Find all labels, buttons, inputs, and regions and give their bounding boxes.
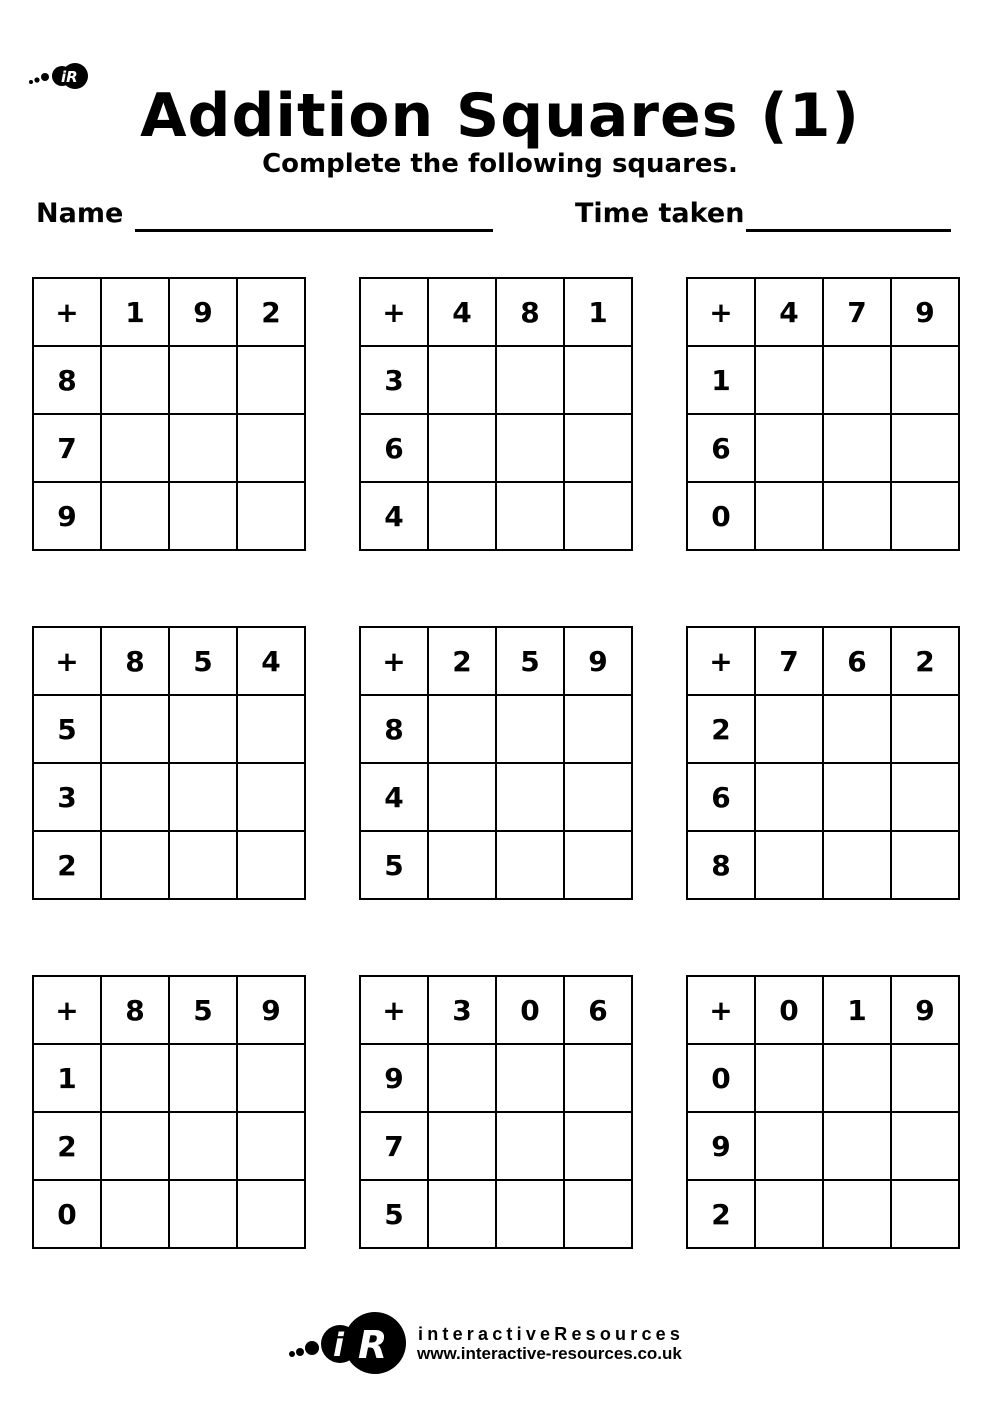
answer-cell[interactable] xyxy=(101,482,169,550)
answer-cell[interactable] xyxy=(237,482,305,550)
answer-cell[interactable] xyxy=(237,831,305,899)
row-number: 9 xyxy=(687,1112,755,1180)
answer-cell[interactable] xyxy=(496,1180,564,1248)
answer-cell[interactable] xyxy=(428,763,496,831)
addition-grid xyxy=(686,975,960,1249)
answer-cell[interactable] xyxy=(237,1180,305,1248)
column-number: 5 xyxy=(169,976,237,1044)
answer-cell[interactable] xyxy=(496,414,564,482)
grid-row xyxy=(360,346,632,414)
answer-cell[interactable] xyxy=(891,831,959,899)
answer-cell[interactable] xyxy=(101,346,169,414)
answer-cell[interactable] xyxy=(169,1044,237,1112)
addition-grid xyxy=(32,277,306,551)
grid-header-row xyxy=(33,278,305,346)
grid-row xyxy=(360,763,632,831)
row-number: 1 xyxy=(33,1044,101,1112)
answer-cell[interactable] xyxy=(823,414,891,482)
answer-cell[interactable] xyxy=(755,482,823,550)
row-number: 5 xyxy=(360,1180,428,1248)
answer-cell[interactable] xyxy=(755,346,823,414)
column-number: 5 xyxy=(169,627,237,695)
plus-sign: + xyxy=(687,976,755,1044)
row-number: 5 xyxy=(33,695,101,763)
answer-cell[interactable] xyxy=(564,695,632,763)
answer-cell[interactable] xyxy=(169,831,237,899)
column-number: 6 xyxy=(823,627,891,695)
answer-cell[interactable] xyxy=(564,831,632,899)
answer-cell[interactable] xyxy=(564,482,632,550)
answer-cell[interactable] xyxy=(428,482,496,550)
grid-row xyxy=(687,1180,959,1248)
grid-row xyxy=(687,414,959,482)
answer-cell[interactable] xyxy=(428,1180,496,1248)
grid-row xyxy=(360,695,632,763)
plus-sign: + xyxy=(360,278,428,346)
addition-grid xyxy=(359,277,633,551)
addition-grid xyxy=(359,626,633,900)
answer-cell[interactable] xyxy=(101,695,169,763)
plus-sign: + xyxy=(687,627,755,695)
column-number: 1 xyxy=(564,278,632,346)
page-title: Addition Squares (1) xyxy=(140,81,860,151)
answer-cell[interactable] xyxy=(755,1044,823,1112)
column-number: 7 xyxy=(755,627,823,695)
row-number: 7 xyxy=(33,414,101,482)
answer-cell[interactable] xyxy=(823,1044,891,1112)
answer-cell[interactable] xyxy=(428,1112,496,1180)
column-number: 6 xyxy=(564,976,632,1044)
answer-cell[interactable] xyxy=(823,1112,891,1180)
answer-cell[interactable] xyxy=(237,414,305,482)
answer-cell[interactable] xyxy=(101,1044,169,1112)
grid-header-row xyxy=(687,278,959,346)
grid-header-row xyxy=(360,278,632,346)
grid-header-row xyxy=(687,976,959,1044)
row-number: 6 xyxy=(687,763,755,831)
grid-row xyxy=(687,831,959,899)
answer-cell[interactable] xyxy=(428,695,496,763)
grid-row xyxy=(33,414,305,482)
grid-header-row xyxy=(33,976,305,1044)
row-number: 2 xyxy=(687,695,755,763)
grid-header-row xyxy=(360,627,632,695)
grid-row xyxy=(687,763,959,831)
answer-cell[interactable] xyxy=(891,763,959,831)
time-field xyxy=(575,196,951,232)
grid-row xyxy=(687,695,959,763)
grid-row xyxy=(360,1044,632,1112)
column-number: 2 xyxy=(428,627,496,695)
column-number: 9 xyxy=(891,278,959,346)
answer-cell[interactable] xyxy=(755,1180,823,1248)
row-number: 8 xyxy=(33,346,101,414)
grid-row xyxy=(360,831,632,899)
grid-header-row xyxy=(687,627,959,695)
column-number: 9 xyxy=(564,627,632,695)
column-number: 8 xyxy=(496,278,564,346)
answer-cell[interactable] xyxy=(496,1112,564,1180)
column-number: 9 xyxy=(169,278,237,346)
row-number: 5 xyxy=(360,831,428,899)
answer-cell[interactable] xyxy=(428,414,496,482)
answer-cell[interactable] xyxy=(428,346,496,414)
answer-cell[interactable] xyxy=(169,695,237,763)
column-number: 0 xyxy=(755,976,823,1044)
answer-cell[interactable] xyxy=(891,695,959,763)
row-number: 6 xyxy=(687,414,755,482)
answer-cell[interactable] xyxy=(891,1044,959,1112)
time-input-line[interactable] xyxy=(746,201,951,232)
footer-brand: interactiveResources xyxy=(418,1324,685,1344)
answer-cell[interactable] xyxy=(823,346,891,414)
answer-cell[interactable] xyxy=(564,1180,632,1248)
answer-cell[interactable] xyxy=(496,831,564,899)
grid-header-row xyxy=(33,627,305,695)
name-label: Name xyxy=(36,198,124,229)
answer-cell[interactable] xyxy=(169,763,237,831)
addition-grid xyxy=(686,277,960,551)
column-number: 3 xyxy=(428,976,496,1044)
time-label: Time taken xyxy=(575,198,745,229)
column-number: 4 xyxy=(237,627,305,695)
column-number: 5 xyxy=(496,627,564,695)
plus-sign: + xyxy=(33,627,101,695)
row-number: 9 xyxy=(33,482,101,550)
answer-cell[interactable] xyxy=(169,1112,237,1180)
answer-cell[interactable] xyxy=(169,482,237,550)
column-number: 0 xyxy=(496,976,564,1044)
grid-row xyxy=(360,1112,632,1180)
row-number: 9 xyxy=(360,1044,428,1112)
plus-sign: + xyxy=(33,278,101,346)
grid-header-row xyxy=(360,976,632,1044)
answer-cell[interactable] xyxy=(101,1180,169,1248)
column-number: 1 xyxy=(101,278,169,346)
row-number: 4 xyxy=(360,763,428,831)
column-number: 7 xyxy=(823,278,891,346)
row-number: 7 xyxy=(360,1112,428,1180)
plus-sign: + xyxy=(360,976,428,1044)
addition-grid xyxy=(32,975,306,1249)
row-number: 0 xyxy=(687,1044,755,1112)
column-number: 2 xyxy=(237,278,305,346)
grid-row xyxy=(33,831,305,899)
column-number: 9 xyxy=(891,976,959,1044)
ir-footer-logo-icon xyxy=(288,1310,410,1376)
column-number: 8 xyxy=(101,976,169,1044)
answer-cell[interactable] xyxy=(564,346,632,414)
answer-cell[interactable] xyxy=(891,346,959,414)
answer-cell[interactable] xyxy=(101,1112,169,1180)
answer-cell[interactable] xyxy=(101,763,169,831)
answer-cell[interactable] xyxy=(755,763,823,831)
answer-cell[interactable] xyxy=(755,1112,823,1180)
logo-small-i: iR xyxy=(61,68,78,86)
grid-row xyxy=(33,346,305,414)
row-number: 1 xyxy=(687,346,755,414)
answer-cell[interactable] xyxy=(169,1180,237,1248)
grid-row xyxy=(33,482,305,550)
grid-row xyxy=(33,1180,305,1248)
column-number: 1 xyxy=(823,976,891,1044)
answer-cell[interactable] xyxy=(496,1044,564,1112)
column-number: 9 xyxy=(237,976,305,1044)
column-number: 8 xyxy=(101,627,169,695)
answer-cell[interactable] xyxy=(891,1112,959,1180)
answer-cell[interactable] xyxy=(169,414,237,482)
answer-cell[interactable] xyxy=(428,831,496,899)
answer-cell[interactable] xyxy=(564,763,632,831)
answer-cell[interactable] xyxy=(755,695,823,763)
plus-sign: + xyxy=(33,976,101,1044)
column-number: 4 xyxy=(755,278,823,346)
answer-cell[interactable] xyxy=(237,763,305,831)
answer-cell[interactable] xyxy=(237,1112,305,1180)
row-number: 0 xyxy=(33,1180,101,1248)
name-field xyxy=(36,196,493,232)
answer-cell[interactable] xyxy=(564,414,632,482)
grid-row xyxy=(33,1044,305,1112)
column-number: 4 xyxy=(428,278,496,346)
answer-cell[interactable] xyxy=(891,414,959,482)
answer-cell[interactable] xyxy=(237,695,305,763)
svg-text:i: i xyxy=(333,1326,344,1364)
answer-cell[interactable] xyxy=(823,831,891,899)
answer-cell[interactable] xyxy=(428,1044,496,1112)
grid-row xyxy=(360,482,632,550)
row-number: 8 xyxy=(360,695,428,763)
grid-row xyxy=(687,1044,959,1112)
row-number: 3 xyxy=(33,763,101,831)
answer-cell[interactable] xyxy=(237,346,305,414)
row-number: 0 xyxy=(687,482,755,550)
answer-cell[interactable] xyxy=(496,695,564,763)
name-input-line[interactable] xyxy=(135,201,493,232)
column-number: 2 xyxy=(891,627,959,695)
plus-sign: + xyxy=(687,278,755,346)
row-number: 8 xyxy=(687,831,755,899)
answer-cell[interactable] xyxy=(496,482,564,550)
answer-cell[interactable] xyxy=(823,763,891,831)
answer-cell[interactable] xyxy=(891,482,959,550)
row-number: 2 xyxy=(687,1180,755,1248)
answer-cell[interactable] xyxy=(755,831,823,899)
grid-row xyxy=(33,695,305,763)
answer-cell[interactable] xyxy=(496,763,564,831)
row-number: 2 xyxy=(33,1112,101,1180)
grid-row xyxy=(687,482,959,550)
grid-row xyxy=(687,346,959,414)
svg-text:R: R xyxy=(358,1323,388,1367)
footer-url[interactable]: www.interactive-resources.co.uk xyxy=(417,1344,682,1363)
answer-cell[interactable] xyxy=(823,482,891,550)
row-number: 2 xyxy=(33,831,101,899)
grid-row xyxy=(33,1112,305,1180)
row-number: 6 xyxy=(360,414,428,482)
plus-sign: + xyxy=(360,627,428,695)
answer-cell[interactable] xyxy=(101,831,169,899)
answer-cell[interactable] xyxy=(564,1044,632,1112)
grid-row xyxy=(360,1180,632,1248)
page-subtitle: Complete the following squares. xyxy=(262,149,738,179)
row-number: 4 xyxy=(360,482,428,550)
addition-grid xyxy=(359,975,633,1249)
answer-cell[interactable] xyxy=(823,1180,891,1248)
row-number: 3 xyxy=(360,346,428,414)
answer-cell[interactable] xyxy=(101,414,169,482)
answer-cell[interactable] xyxy=(237,1044,305,1112)
addition-grid xyxy=(686,626,960,900)
answer-cell[interactable] xyxy=(496,346,564,414)
answer-cell[interactable] xyxy=(169,346,237,414)
grid-row xyxy=(33,763,305,831)
grid-row xyxy=(360,414,632,482)
addition-grid xyxy=(32,626,306,900)
answer-cell[interactable] xyxy=(755,414,823,482)
grid-row xyxy=(687,1112,959,1180)
answer-cell[interactable] xyxy=(564,1112,632,1180)
answer-cell[interactable] xyxy=(823,695,891,763)
answer-cell[interactable] xyxy=(891,1180,959,1248)
